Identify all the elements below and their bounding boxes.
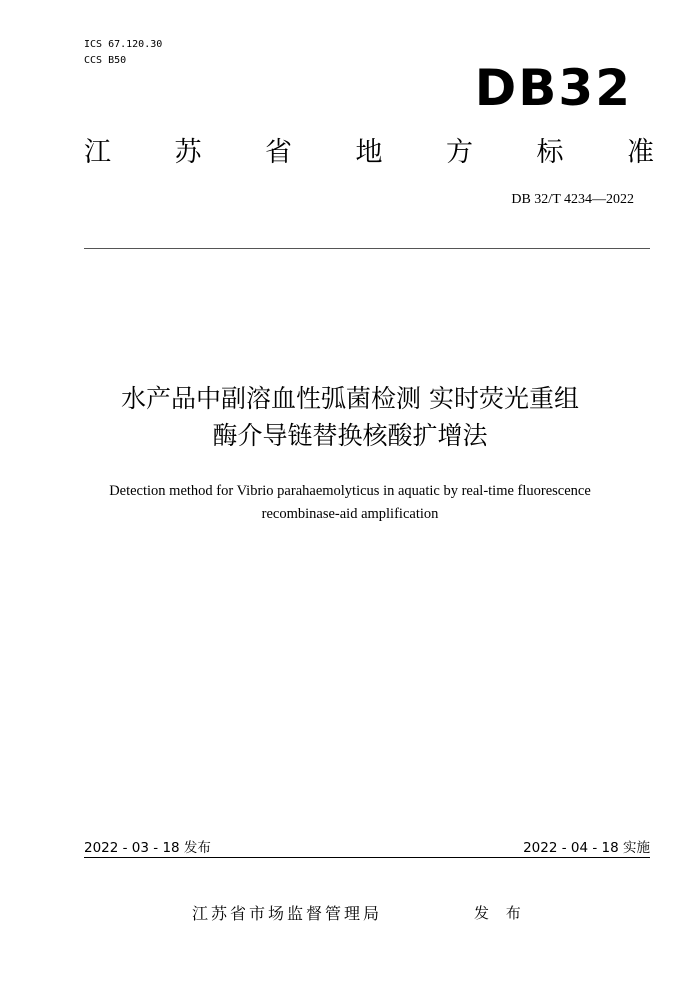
issue-date: 2022 - 03 - 18 发布 [84,840,211,856]
standard-type-char: 方 [446,137,473,168]
title-chinese [40,380,660,454]
title-en-line1: Detection method for Vibrio parahaemolyticus in aquatic by real-time fluorescence [109,483,591,499]
ccs-code: CCS B50 [84,55,127,66]
standard-number: DB 32/T 4234—2022 [511,192,634,207]
ics-code: ICS 67.120.30 [84,39,163,50]
title-zh-line1: 水产品中副溶血性弧菌检测 实时荧光重组 [121,384,579,413]
publish-label: 发 布 [474,904,527,922]
date-divider [84,857,650,858]
standard-type-char: 省 [265,137,292,168]
standard-type [84,133,654,173]
standard-type-char: 苏 [174,137,202,168]
publisher-name: 江苏省市场监督管理局 [192,904,383,923]
title-zh-line2: 酶介导链替换核酸扩增法 [212,421,488,450]
standard-type-char: 地 [355,137,383,168]
standard-type-char: 标 [536,137,564,168]
standard-type-char: 江 [84,137,111,168]
implementation-date: 2022 - 04 - 18 实施 [523,840,650,856]
standard-type-char: 准 [627,137,654,168]
db-code-logo: DB32 [474,59,632,117]
title-english [40,480,660,526]
title-en-line2: recombinase-aid amplification [261,506,439,522]
header-divider [84,248,650,249]
